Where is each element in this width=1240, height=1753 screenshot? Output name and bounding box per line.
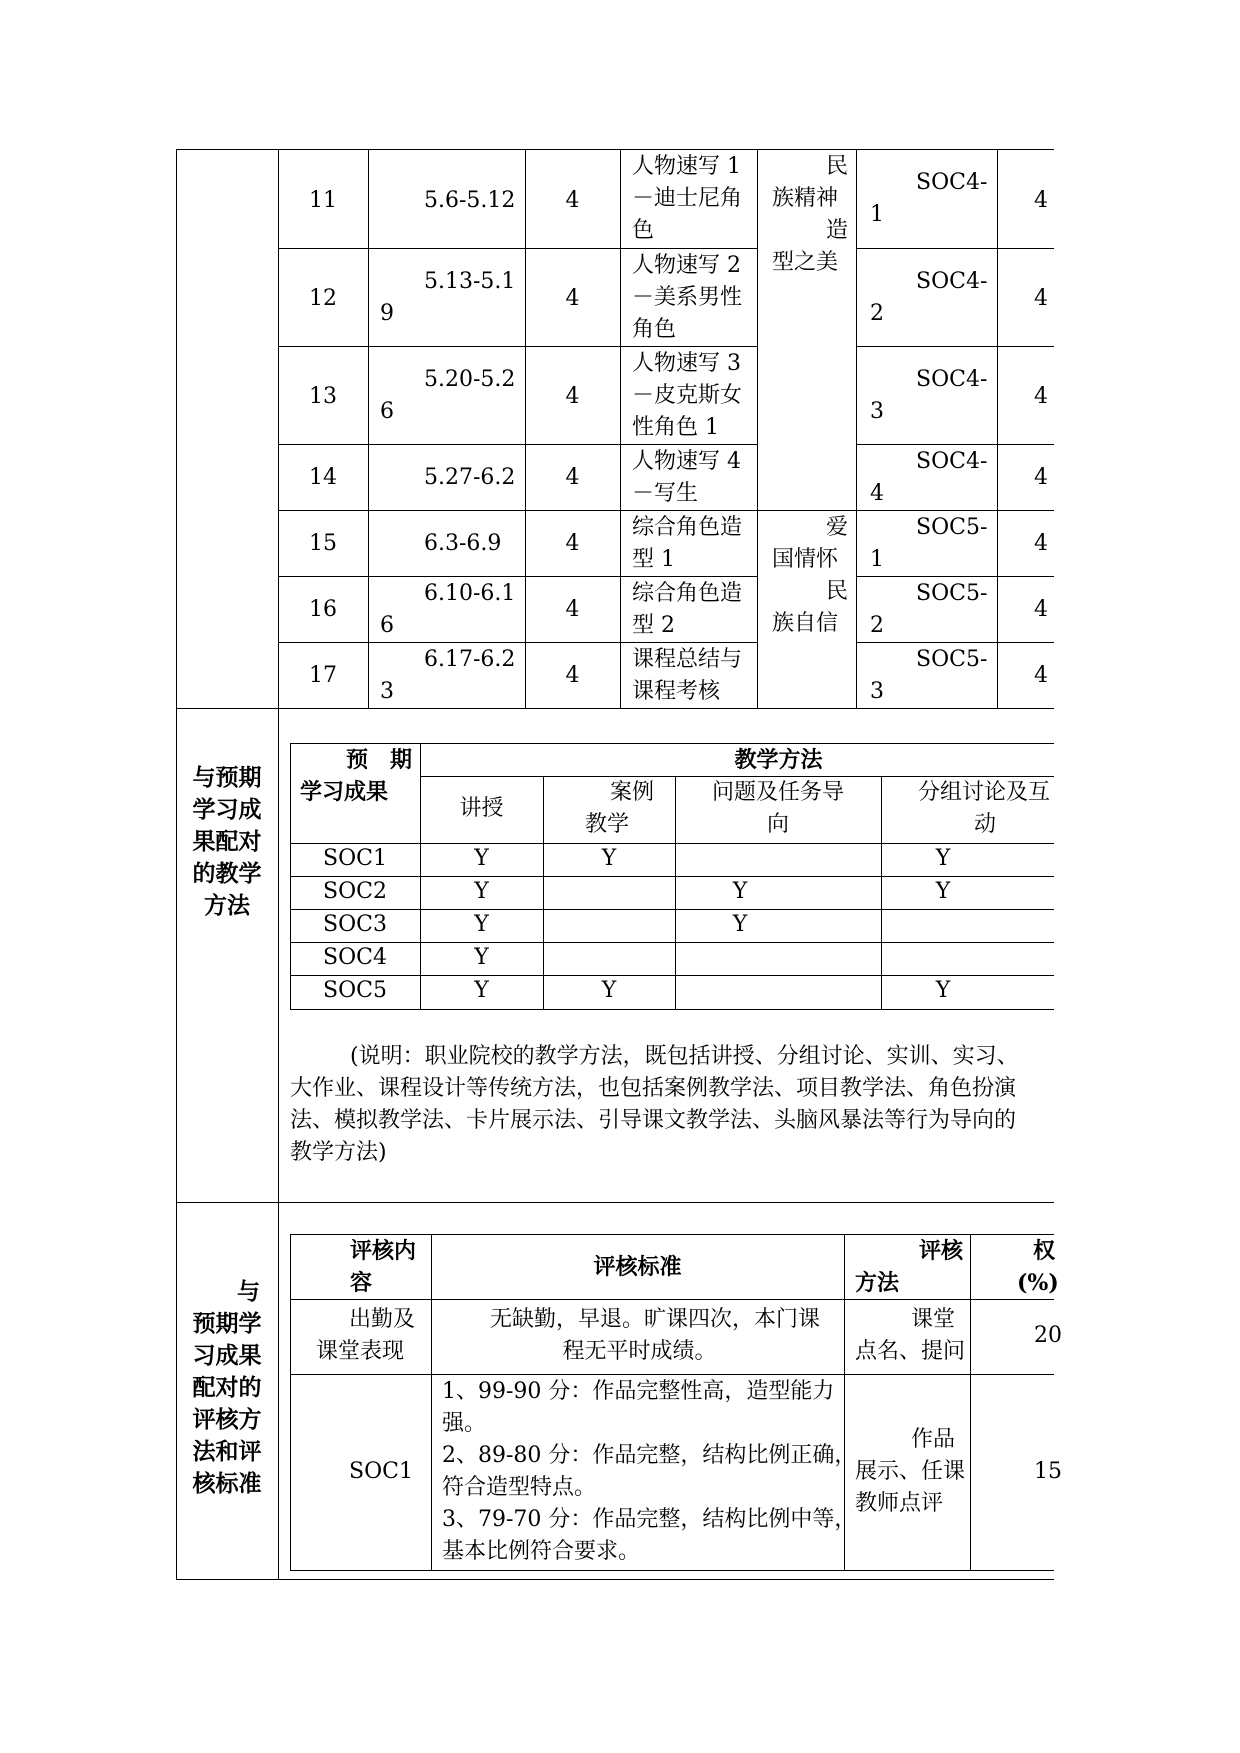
- method-mark: Y: [474, 945, 489, 970]
- content-cell: 综合角色造 型 1: [632, 515, 743, 572]
- content-cell: 人物速写 4 －写生: [632, 449, 741, 506]
- method-mark: Y: [732, 912, 748, 937]
- percent-cell: 4: [1034, 597, 1048, 622]
- assessment-content-cell: 出勤及 课堂表现: [316, 1307, 416, 1364]
- date-cell: 5.20-5.2 6: [380, 367, 516, 424]
- method-problem-task: 问题及任务导 向: [711, 780, 844, 837]
- content-cell: 综合角色造 型 2: [632, 581, 743, 638]
- hours-cell: 4: [565, 286, 580, 311]
- method-mark: Y: [935, 978, 951, 1003]
- outcome-cell: SOC4- 2: [870, 269, 988, 326]
- percent-cell: 4: [1034, 188, 1048, 213]
- date-cell: 6.3-6.9: [424, 531, 502, 556]
- soc-label: SOC2: [323, 879, 387, 904]
- method-mark: Y: [601, 846, 617, 871]
- methods-section-label: 与预期 学习成 果配对 的教学 方法: [192, 764, 262, 919]
- assessment-method-header: 评核 方法: [855, 1238, 963, 1296]
- assessment-section-label: 与 预期学 习成果 配对的 评核方 法和评 核标准: [192, 1278, 262, 1497]
- hours-cell: 4: [565, 663, 580, 688]
- content-cell: 人物速写 1 －迪士尼角 色: [632, 154, 743, 243]
- week-cell: 15: [309, 531, 337, 556]
- method-mark: Y: [732, 879, 748, 904]
- soc-label: SOC4: [323, 945, 387, 970]
- week-cell: 12: [309, 286, 337, 311]
- week-cell: 11: [309, 188, 337, 213]
- date-cell: 6.17-6.2 3: [380, 647, 516, 704]
- hours-cell: 4: [565, 597, 580, 622]
- date-cell: 6.10-6.1 6: [380, 581, 516, 638]
- content-cell: 人物速写 2 －美系男性 角色: [632, 253, 743, 342]
- method-mark: Y: [474, 846, 489, 871]
- content-cell: 课程总结与 课程考核: [632, 647, 743, 704]
- method-case-study: 案例 教学: [585, 780, 655, 837]
- date-cell: 5.6-5.12: [424, 188, 516, 213]
- method-group-discussion: 分组讨论及互 动: [918, 780, 1051, 837]
- soc-label: SOC1: [323, 846, 387, 871]
- hours-cell: 4: [565, 531, 580, 556]
- expected-outcome-header: 预 期 学习成果: [300, 747, 413, 805]
- date-cell: 5.27-6.2: [424, 465, 516, 490]
- assessment-weight-cell: 20: [1034, 1323, 1062, 1348]
- outcome-cell: SOC4- 3: [870, 367, 988, 424]
- hours-cell: 4: [565, 188, 580, 213]
- percent-cell: 4: [1034, 531, 1048, 556]
- method-mark: Y: [474, 879, 489, 904]
- assessment-weight-cell: 15: [1034, 1459, 1062, 1484]
- method-mark: Y: [935, 846, 951, 871]
- date-cell: 5.13-5.1 9: [380, 269, 516, 326]
- percent-cell: 4: [1034, 663, 1048, 688]
- percent-cell: 4: [1034, 384, 1048, 409]
- content-cell: 人物速写 3 －皮克斯女 性角色 1: [632, 351, 743, 440]
- week-cell: 13: [309, 384, 337, 409]
- assessment-method-cell: 课堂 点名、提问: [855, 1307, 966, 1364]
- week-cell: 17: [309, 663, 337, 688]
- outcome-cell: SOC5- 2: [870, 581, 988, 638]
- week-cell: 14: [309, 465, 337, 490]
- assessment-content-cell: SOC1: [349, 1459, 413, 1484]
- assessment-standard-header: 评核标准: [593, 1254, 682, 1280]
- hours-cell: 4: [565, 384, 580, 409]
- assessment-content-header: 评核内 容: [350, 1238, 417, 1296]
- week-cell: 16: [309, 597, 337, 622]
- method-lecture: 讲授: [459, 796, 504, 821]
- percent-cell: 4: [1034, 465, 1048, 490]
- method-mark: Y: [601, 978, 617, 1003]
- assessment-method-cell: 作品 展示、任课 教师点评: [855, 1427, 966, 1516]
- outcome-cell: SOC5- 3: [870, 647, 988, 704]
- assessment-standard-cell: 无缺勤，早退。旷课四次，本门课 程无平时成绩。: [490, 1307, 821, 1364]
- hours-cell: 4: [565, 465, 580, 490]
- outcome-cell: SOC4- 4: [870, 449, 988, 506]
- teaching-methods-header: 教学方法: [734, 747, 823, 773]
- soc-label: SOC5: [323, 978, 387, 1003]
- percent-cell: 4: [1034, 286, 1048, 311]
- ideology-cell-patriotism: 爱 国情怀 民 族自信: [772, 515, 848, 636]
- outcome-cell: SOC4- 1: [870, 170, 988, 227]
- assessment-weight-header: 权 (%): [1017, 1238, 1059, 1296]
- assessment-standard-cell: 1、99-90 分：作品完整性高，造型能力 强。 2、89-80 分：作品完整，结构比例正确， 符合造型特点。 3、79-70 分：作品完整，结构比例中等， 基本比例符合要求。: [442, 1379, 857, 1564]
- method-mark: Y: [935, 879, 951, 904]
- method-mark: Y: [474, 912, 489, 937]
- ideology-cell-national-spirit: 民 族精神 造 型之美: [772, 154, 848, 275]
- outcome-cell: SOC5- 1: [870, 515, 988, 572]
- soc-label: SOC3: [323, 912, 387, 937]
- method-mark: Y: [474, 978, 489, 1003]
